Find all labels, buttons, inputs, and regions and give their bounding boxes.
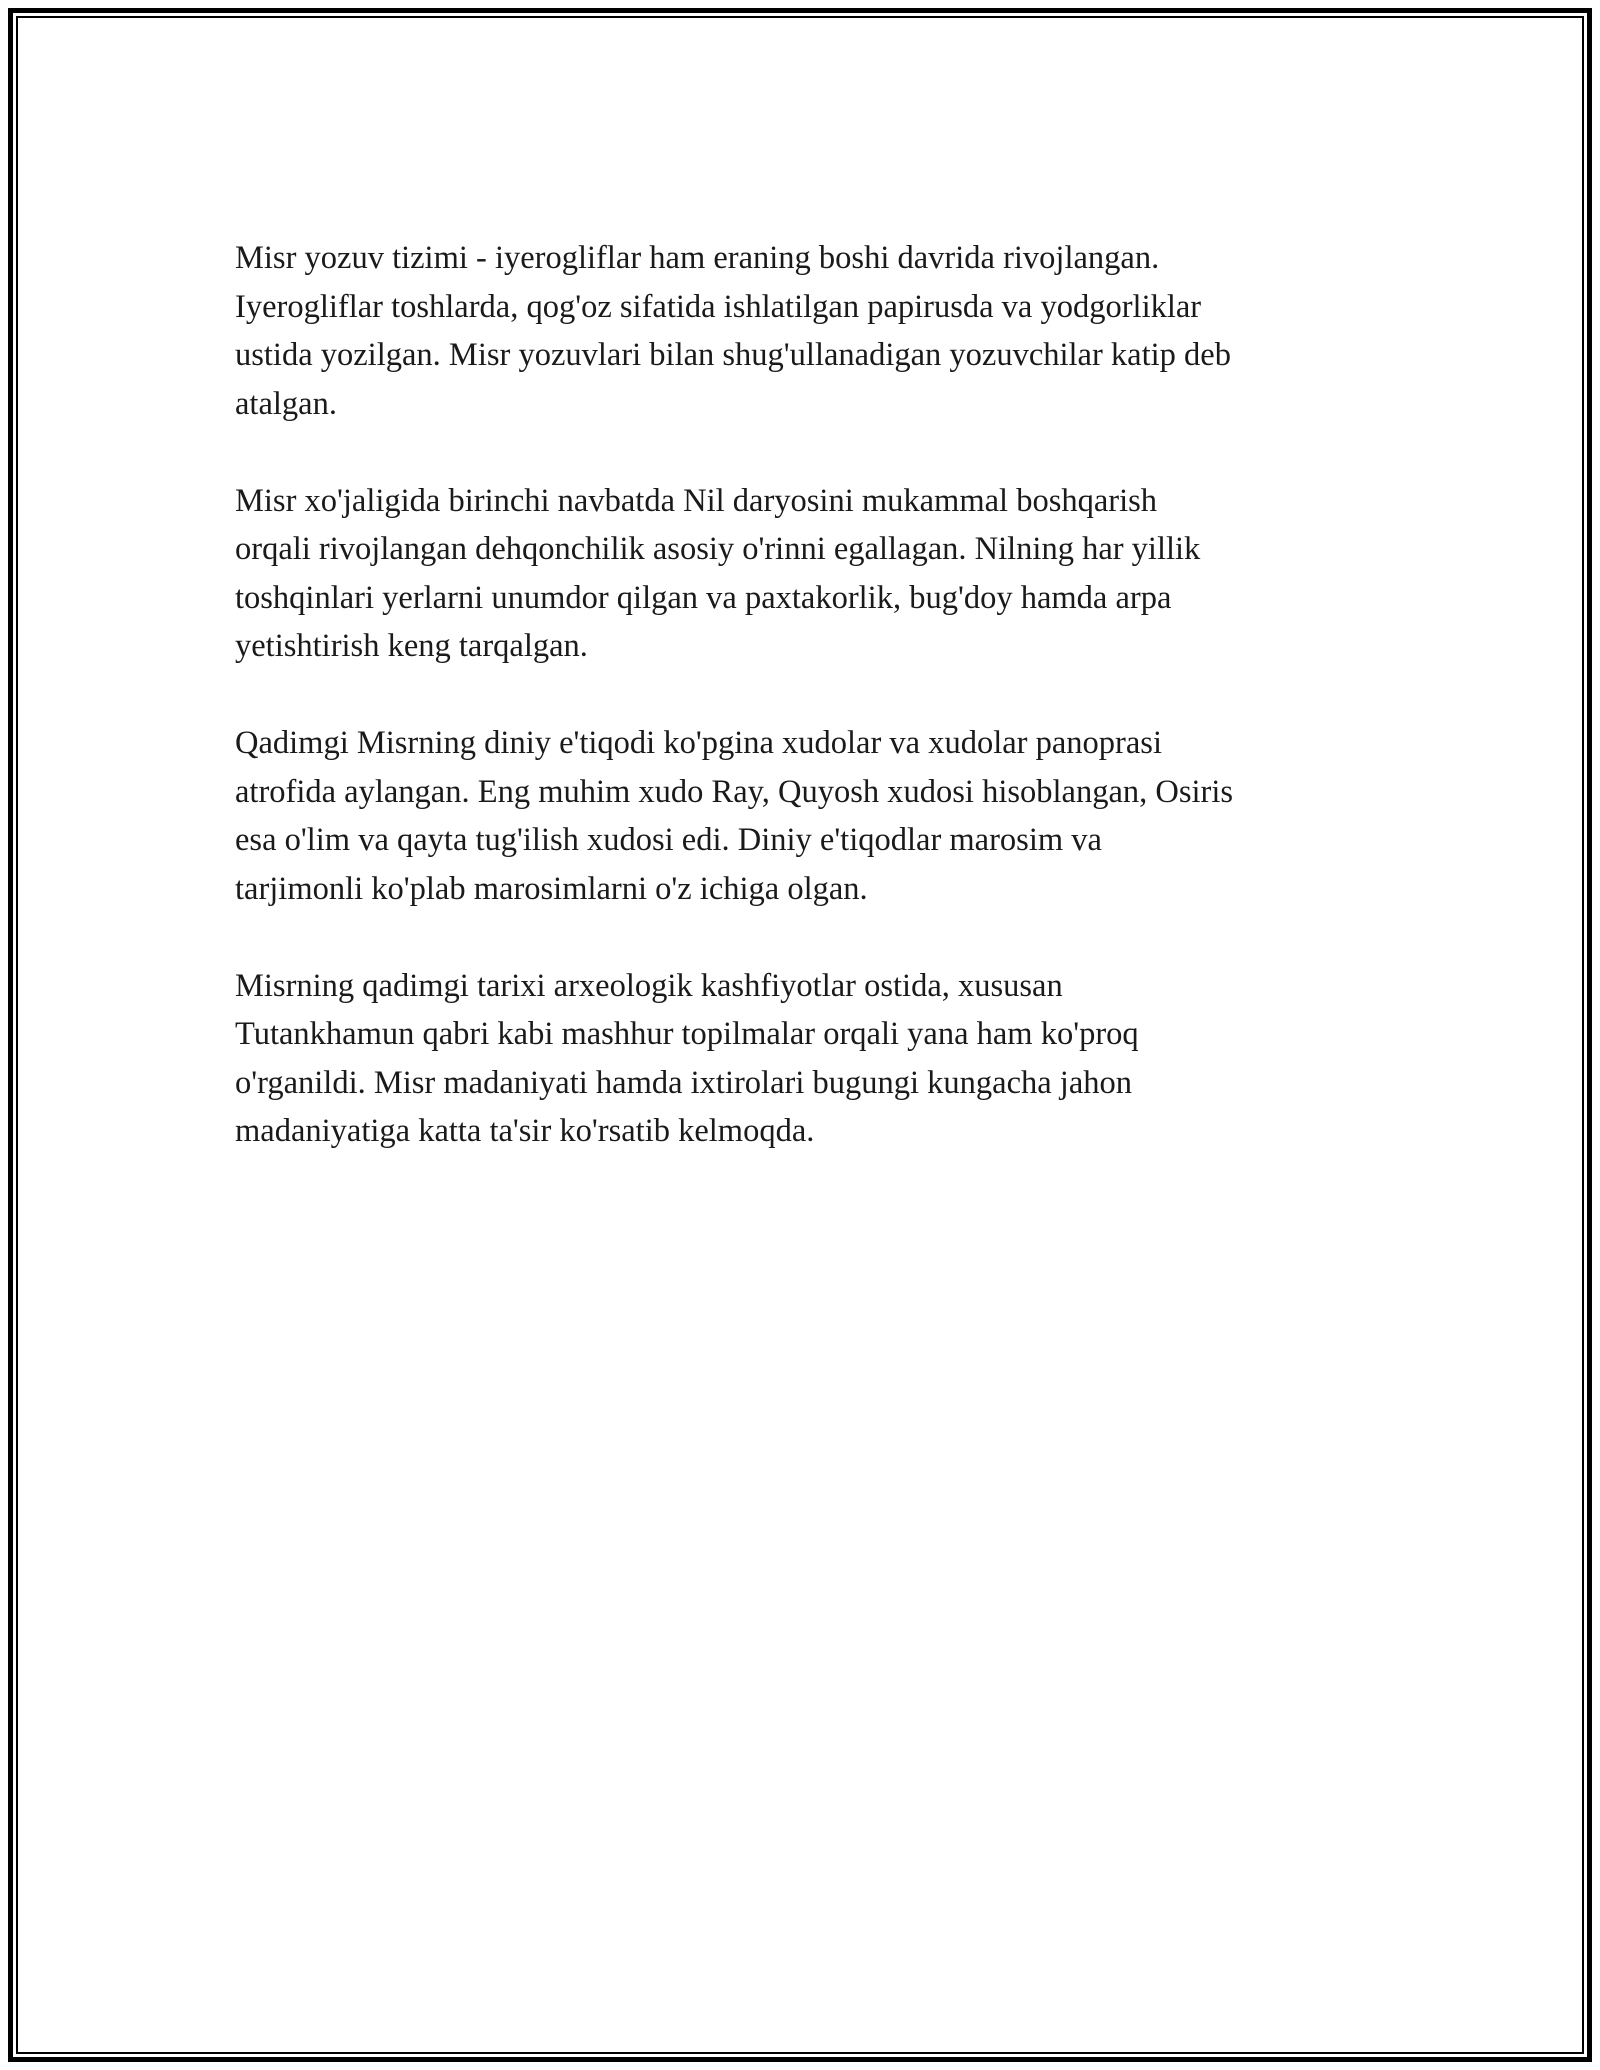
text-line: toshqinlari yerlarni unumdor qilgan va paxtakorlik, bug'doy hamda arpa [235, 579, 1172, 616]
document-body [235, 234, 1370, 1204]
text-line: orqali rivojlangan dehqonchilik asosiy o'rinni egallagan. Nilning har yillik [235, 531, 1201, 567]
text-line: o'rganildi. Misr madaniyati hamda ixtirolari bugungi kungacha jahon [235, 1064, 1133, 1101]
text-line: atalgan. [235, 385, 337, 422]
text-line: Iyerogliflar toshlarda, qog'oz sifatida ishlatilgan papirusda va yodgorliklar [235, 288, 1202, 325]
text-line: yetishtirish keng tarqalgan. [235, 628, 588, 664]
paragraph-writing-system [235, 234, 1370, 428]
paragraph-religion [235, 719, 1370, 913]
paragraph-archaeology [235, 962, 1370, 1156]
text-line: ustida yozilgan. Misr yozuvlari bilan shug'ullanadigan yozuvchilar katip deb [235, 337, 1231, 373]
paragraph-economy [235, 477, 1370, 671]
text-line: Misr xo'jaligida birinchi navbatda Nil daryosini mukammal boshqarish [235, 482, 1158, 519]
text-line: esa o'lim va qayta tug'ilish xudosi edi. Diniy e'tiqodlar marosim va [235, 822, 1102, 858]
text-line: Misrning qadimgi tarixi arxeologik kashfiyotlar ostida, xususan [235, 967, 1063, 1004]
text-line: Qadimgi Misrning diniy e'tiqodi ko'pgina xudolar va xudolar panoprasi [235, 725, 1162, 761]
text-line: atrofida aylangan. Eng muhim xudo Ray, Quyosh xudosi hisoblangan, Osiris [235, 773, 1234, 810]
text-line: madaniyatiga katta ta'sir ko'rsatib kelmoqda. [235, 1113, 815, 1149]
text-line: Misr yozuv tizimi - iyerogliflar ham eraning boshi davrida rivojlangan. [235, 240, 1160, 276]
text-line: tarjimonli ko'plab marosimlarni o'z ichiga olgan. [235, 870, 868, 907]
text-line: Tutankhamun qabri kabi mashhur topilmalar orqali yana ham ko'proq [235, 1016, 1139, 1052]
